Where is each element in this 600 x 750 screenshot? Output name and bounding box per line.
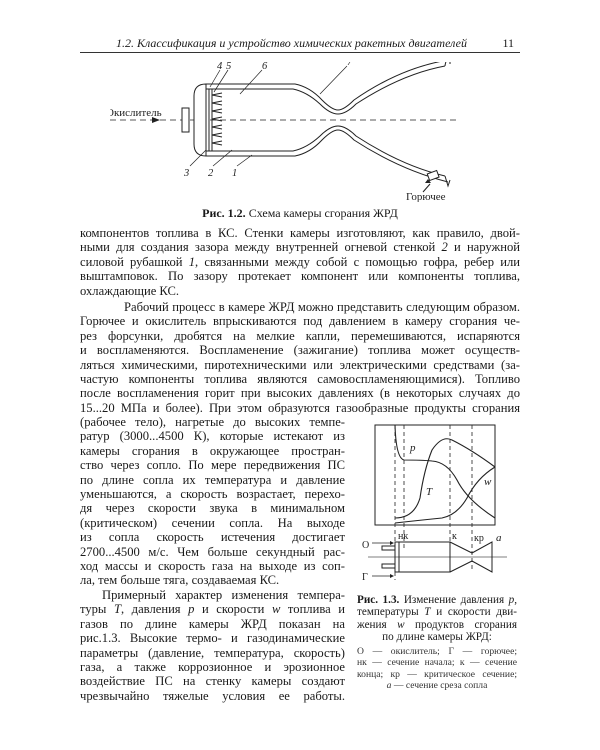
section-label-nk: нк [398, 531, 409, 542]
paragraph-2-continued [80, 415, 345, 588]
text-line: (рабочее тело), нагретые до высоких темпе- [80, 415, 345, 429]
section-label-k: к [452, 531, 457, 542]
text-line: ство через сопло. По мере передвижения ПС [80, 458, 345, 473]
text-line: туры T, давления p и скорости w топлива и [80, 602, 345, 617]
text-line: частую компоненты топлива являются самовоспламеняющимися). Топливо [80, 372, 520, 387]
text-line: Горючее и окислитель впрыскиваются под давлением в камеру сгорания че- [80, 314, 520, 329]
oxidizer-inlet-label: О [362, 540, 370, 551]
pressure-curve-label: p [410, 442, 416, 454]
paragraph-1 [80, 226, 520, 298]
figure-1-2-title: Схема камеры сгорания ЖРД [245, 206, 398, 220]
text-line: охлаждающие КС. [80, 283, 180, 298]
text-line: Примерный характер изменения темпера- [102, 588, 345, 602]
text-line: дя через скорости звука в минимальном [80, 501, 345, 516]
text-line: по длине сопла их температура и давление [80, 472, 345, 487]
text-line: (критическом) сечении сопла. На выходе [80, 515, 345, 530]
legend-line: О — окислитель; Г — горючее; [357, 646, 517, 657]
text-line: ход массы и скорость газа на выходе из соп- [80, 559, 345, 574]
text-line: рез форсунки, дробятся на мелкие капли, перемешиваются, испаряются [80, 328, 520, 343]
caption-line: Рис. 1.3. Изменение давления p, [357, 594, 517, 606]
caption-line: жения w продуктов сгорания [357, 618, 517, 631]
section-label-kr: кр [474, 533, 484, 544]
text-line: параметры (давление, температура, скорость) [80, 645, 345, 660]
figure-1-3-number: Рис. 1.3. [357, 594, 400, 606]
legend-line: конца; кр — критическое сечение; [357, 668, 517, 680]
part-label-3: 3 [184, 168, 190, 179]
text-line: 2700...4500 м/с. Чем больше секундный рас- [80, 544, 345, 559]
text-line: чрезвычайно тяжелые условия ее работы. [80, 688, 345, 703]
temperature-curve-label: T [426, 486, 433, 498]
page-number: 11 [502, 36, 514, 50]
text-line: ными для создания зазора между внутренней огневой стенкой 2 и наружной [80, 240, 521, 255]
legend-line: a — сечение среза сопла [386, 680, 488, 692]
caption-line: температуры T и скорости дви- [357, 606, 517, 619]
text-line: ратур (3000...4500 К), которые истекают из [80, 429, 345, 444]
fuel-inlet-label: Г [362, 572, 368, 583]
text-line: газа, а также коррозионное и эрозионное [80, 660, 345, 675]
paragraph-2 [80, 300, 520, 415]
text-line: уменьшаются, а скорость возрастает, перехо- [80, 487, 345, 502]
part-label-5: 5 [226, 62, 232, 72]
part-label-2: 2 [208, 168, 214, 179]
part-label-4: 4 [217, 62, 223, 72]
velocity-curve-label: w [484, 476, 492, 488]
section-label-a: a [496, 532, 502, 544]
part-label-7: 7 [347, 62, 353, 68]
figure-1-2-combustion-chamber-diagram [110, 62, 510, 202]
paragraph-3 [80, 588, 345, 703]
running-title: 1.2. Классификация и устройство химических ракетных двигателей [116, 36, 467, 50]
figure-1-3-legend [357, 646, 517, 692]
text-line: выштамповок. По зазору протекает компонент или компоненты топлива, [80, 269, 520, 284]
oxidizer-label: Окислитель [110, 107, 162, 119]
figure-1-3-parameter-plot [362, 420, 512, 592]
part-label-6: 6 [262, 62, 268, 72]
figure-1-3-caption [357, 594, 517, 644]
text-line: воздействие ПС на стенку камеры создают [80, 674, 345, 689]
part-label-1: 1 [232, 168, 238, 179]
text-line: ла, тем больше тяга, создаваемая КС. [80, 573, 280, 588]
pressure-temperature-velocity-plot [362, 420, 512, 592]
text-line: ляться химическими, пиротехническими или электрическими средствами (за- [80, 357, 520, 372]
text-line: компонентов топлива в КС. Стенки камеры изготовляют, как правило, двой- [80, 226, 520, 240]
running-header [80, 36, 520, 53]
fuel-label: Горючее [406, 191, 446, 202]
text-line: и воспламеняются. Воспламенение (зажигание) топлива может осуществ- [80, 343, 520, 358]
text-line: силовой рубашкой 1, связанными между собой с помощью гофра, ребер или [80, 254, 521, 269]
text-line: Рабочий процесс в камере ЖРД можно представить следующим образом. [124, 300, 520, 314]
caption-line: по длине камеры ЖРД: [382, 631, 492, 644]
text-line: из сопла скорость истечения достигает [80, 530, 345, 545]
text-line: после воспламенения горит при высоких давлениях (в некоторых случаях до [80, 386, 520, 401]
text-line: газов по длине камеры ЖРД показан на [80, 616, 345, 631]
legend-line: нк — сечение начала; к — сечение [357, 657, 517, 669]
combustion-chamber-schematic [110, 62, 510, 202]
figure-1-2-number: Рис. 1.2. [202, 206, 246, 220]
text-line: 15...20 МПа и более). При этом образуются газообразные продукты сгорания [80, 400, 520, 415]
figure-1-2-caption [0, 206, 600, 221]
text-line: камеры сгорания в окружающее простран- [80, 443, 345, 458]
text-line: рис.1.3. Высокие термо- и газодинамические [80, 631, 345, 646]
